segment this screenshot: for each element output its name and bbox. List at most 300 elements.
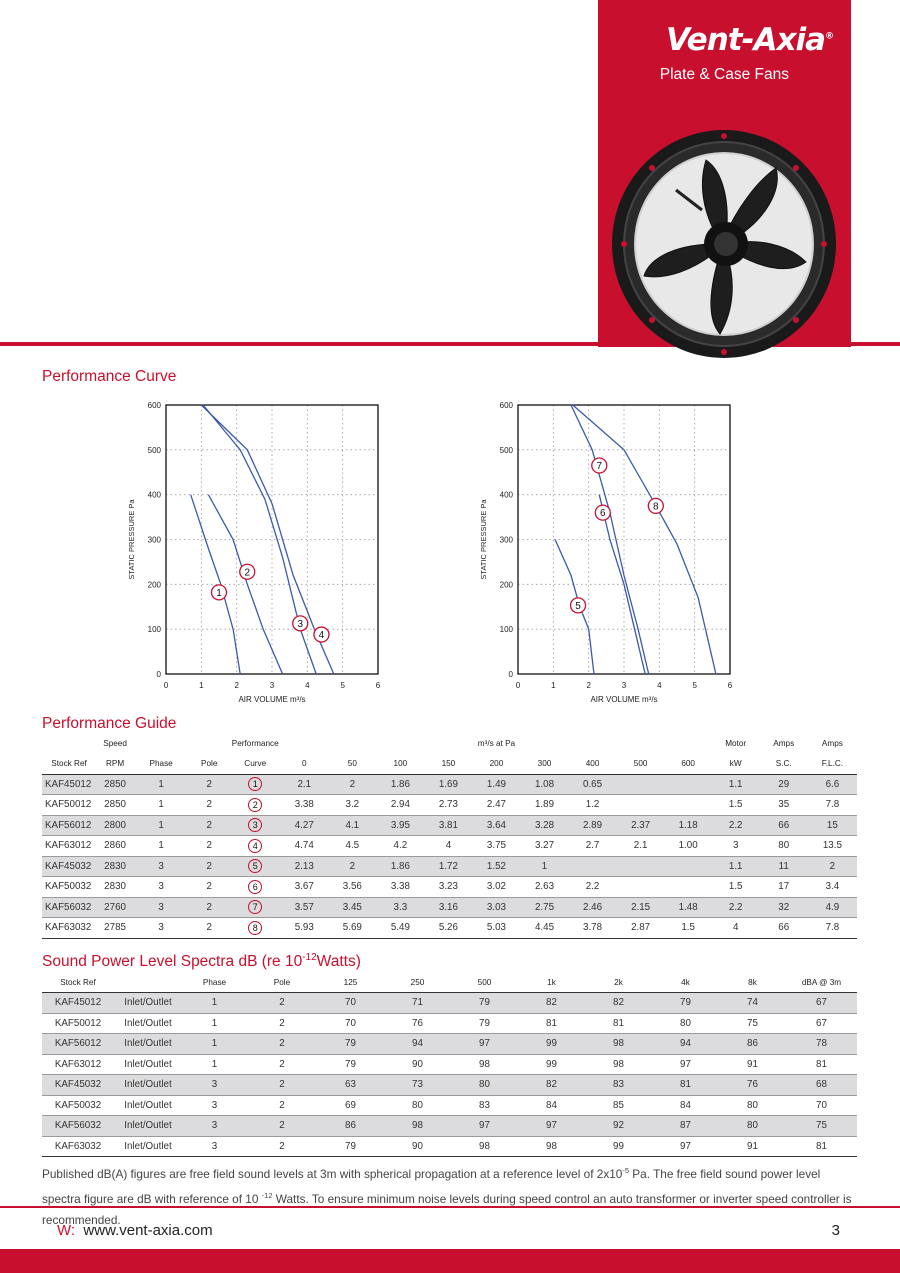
- curve-label-4: [314, 627, 329, 642]
- curve-number-badge: 6: [248, 880, 262, 894]
- curve-label-2: [240, 564, 255, 579]
- table-cell: 2: [247, 1034, 317, 1055]
- table-cell: 91: [719, 1054, 786, 1075]
- y-tick-label: 200: [499, 580, 513, 590]
- table-cell: Inlet/Outlet: [114, 1013, 182, 1034]
- table-cell: 92: [585, 1116, 652, 1137]
- table-cell: 67: [786, 993, 857, 1014]
- table-cell: 80: [760, 836, 808, 857]
- column-header: 300: [520, 754, 568, 775]
- table-cell: 2: [247, 1075, 317, 1096]
- table-row: [42, 795, 857, 816]
- curve-cell: [230, 774, 280, 795]
- table-cell: [617, 795, 665, 816]
- table-cell: 15: [808, 815, 857, 836]
- table-cell: 4: [712, 918, 760, 939]
- curve-cell: [230, 836, 280, 857]
- table-cell: 2850: [96, 774, 134, 795]
- table-cell: 4.5: [328, 836, 376, 857]
- table-cell: 98: [451, 1054, 518, 1075]
- table-cell: 0.65: [569, 774, 617, 795]
- table-cell: 3.81: [424, 815, 472, 836]
- curve-label-5: [571, 598, 586, 613]
- table-cell: 4.45: [520, 918, 568, 939]
- table-row: [42, 877, 857, 898]
- table-cell: 3.75: [472, 836, 520, 857]
- x-tick-label: 0: [163, 681, 169, 690]
- table-cell: 94: [384, 1034, 451, 1055]
- table-cell: 99: [518, 1034, 585, 1055]
- performance-guide-title: Performance Guide: [42, 715, 177, 732]
- performance-guide-table: [42, 733, 857, 939]
- column-header: [114, 972, 182, 993]
- th-speed: Speed: [103, 738, 127, 748]
- table-cell: 2.1: [280, 774, 328, 795]
- table-cell: Inlet/Outlet: [114, 1136, 182, 1157]
- table-cell: 76: [384, 1013, 451, 1034]
- y-tick-label: 300: [147, 535, 161, 545]
- table-row: [42, 836, 857, 857]
- curve-number-badge: 7: [248, 900, 262, 914]
- table-cell: 29: [760, 774, 808, 795]
- curve-label-text: 1: [216, 587, 222, 599]
- table-cell: Inlet/Outlet: [114, 993, 182, 1014]
- table-cell: 2: [328, 856, 376, 877]
- table-cell: 82: [585, 993, 652, 1014]
- y-tick-label: 200: [147, 580, 161, 590]
- table-cell: Inlet/Outlet: [114, 1054, 182, 1075]
- curve-number-badge: 1: [248, 777, 262, 791]
- table-cell: 98: [384, 1116, 451, 1137]
- table-cell: 3: [712, 836, 760, 857]
- table-cell: 70: [786, 1095, 857, 1116]
- x-tick-label: 4: [657, 681, 662, 690]
- table-cell: 90: [384, 1054, 451, 1075]
- th-motor: Motor: [725, 738, 747, 748]
- column-header: 500: [617, 754, 665, 775]
- table-cell: 78: [786, 1034, 857, 1055]
- brand-panel: [598, 0, 851, 347]
- curve-label-8: [648, 498, 663, 513]
- table-cell: 2.47: [472, 795, 520, 816]
- table-cell: 2800: [96, 815, 134, 836]
- y-axis-label: STATIC PRESSURE Pa: [127, 499, 136, 580]
- table-cell: 84: [518, 1095, 585, 1116]
- curve-cell: [230, 897, 280, 918]
- column-header: 4k: [652, 972, 719, 993]
- curve-label-text: 6: [600, 508, 606, 520]
- table-cell: 5.26: [424, 918, 472, 939]
- table-cell: 2: [247, 1116, 317, 1137]
- stock-ref-cell: KAF45012: [42, 774, 96, 795]
- column-header: 200: [472, 754, 520, 775]
- x-tick-label: 1: [199, 681, 204, 690]
- curve-cell: [230, 795, 280, 816]
- table-cell: 2.75: [520, 897, 568, 918]
- x-tick-label: 3: [269, 681, 275, 690]
- table-cell: 1.89: [520, 795, 568, 816]
- table-cell: 17: [760, 877, 808, 898]
- column-header: 150: [424, 754, 472, 775]
- table-cell: 80: [451, 1075, 518, 1096]
- table-cell: 3.03: [472, 897, 520, 918]
- curve-cell: [230, 815, 280, 836]
- column-header: kW: [712, 754, 760, 775]
- table-cell: 3.3: [376, 897, 424, 918]
- table-cell: 98: [518, 1136, 585, 1157]
- table-cell: 3.16: [424, 897, 472, 918]
- table-row: [42, 815, 857, 836]
- column-header: dBA @ 3m: [786, 972, 857, 993]
- table-cell: 94: [652, 1034, 719, 1055]
- table-cell: 1.1: [712, 856, 760, 877]
- table-cell: [617, 774, 665, 795]
- table-cell: 3.02: [472, 877, 520, 898]
- table-cell: 3.38: [376, 877, 424, 898]
- table-cell: 2: [188, 856, 230, 877]
- curve-label-text: 5: [575, 600, 581, 612]
- table-cell: 3.45: [328, 897, 376, 918]
- table-cell: 32: [760, 897, 808, 918]
- column-header: 50: [328, 754, 376, 775]
- table-cell: 1.5: [665, 918, 712, 939]
- y-tick-label: 0: [156, 670, 161, 679]
- table-cell: 97: [451, 1116, 518, 1137]
- vent-axia-logo: Vent-Axia®: [665, 22, 833, 58]
- table-cell: 75: [719, 1013, 786, 1034]
- table-cell: 97: [518, 1116, 585, 1137]
- table-cell: 13.5: [808, 836, 857, 857]
- column-header: 500: [451, 972, 518, 993]
- table-cell: 1: [134, 815, 188, 836]
- table-cell: 2.46: [569, 897, 617, 918]
- table-cell: 3.38: [280, 795, 328, 816]
- curve-label-text: 2: [244, 567, 251, 579]
- table-cell: 1: [182, 1034, 247, 1055]
- sound-footnote: Published dB(A) figures are free field sound levels at 3m with spherical propagation at a reference level of $2x10^{-5}$ Pa. The free field sound power level spectra figure are dB with reference of 10 $^{-12}$ Watts. To ensure minimum noise levels during speed control an auto transformer or inverter speed controller is recommended.: [42, 1166, 852, 1227]
- x-tick-label: 1: [551, 681, 556, 690]
- table-row: [42, 774, 857, 795]
- table-cell: 85: [585, 1095, 652, 1116]
- curve-label-7: [592, 458, 607, 473]
- x-tick-label: 6: [375, 681, 381, 690]
- table-cell: 2850: [96, 795, 134, 816]
- table-cell: 4.74: [280, 836, 328, 857]
- curve-label-text: 7: [596, 461, 603, 473]
- table-cell: 4.27: [280, 815, 328, 836]
- table-cell: 86: [317, 1116, 384, 1137]
- column-header: 2k: [585, 972, 652, 993]
- x-tick-label: 5: [340, 681, 345, 690]
- table-cell: Inlet/Outlet: [114, 1095, 182, 1116]
- table-cell: 3.27: [520, 836, 568, 857]
- table-cell: 35: [760, 795, 808, 816]
- column-header: S.C.: [760, 754, 808, 775]
- curve-number-badge: 5: [248, 859, 262, 873]
- table-cell: [665, 856, 712, 877]
- stock-ref-cell: KAF50032: [42, 877, 96, 898]
- table-cell: 2.15: [617, 897, 665, 918]
- table-cell: 71: [384, 993, 451, 1014]
- table-cell: 1.48: [665, 897, 712, 918]
- table-cell: 3: [182, 1116, 247, 1137]
- table-cell: 2: [188, 897, 230, 918]
- table-cell: 1.5: [712, 877, 760, 898]
- table-cell: 1.00: [665, 836, 712, 857]
- table-cell: Inlet/Outlet: [114, 1034, 182, 1055]
- stock-ref-cell: KAF45032: [42, 856, 96, 877]
- table-cell: 2: [188, 815, 230, 836]
- table-cell: 79: [317, 1054, 384, 1075]
- table-cell: 81: [652, 1075, 719, 1096]
- brand-tagline: Plate & Case Fans: [659, 66, 789, 83]
- table-row: [42, 1054, 857, 1075]
- y-tick-label: 600: [499, 401, 513, 410]
- table-row: [42, 993, 857, 1014]
- table-cell: 1: [520, 856, 568, 877]
- table-cell: 11: [760, 856, 808, 877]
- table-row: [42, 918, 857, 939]
- table-cell: 98: [585, 1034, 652, 1055]
- table-cell: 1.69: [424, 774, 472, 795]
- table-cell: 98: [451, 1136, 518, 1157]
- table-cell: 1: [182, 1013, 247, 1034]
- table-cell: 2: [188, 918, 230, 939]
- table-cell: 1.49: [472, 774, 520, 795]
- table-cell: 2.63: [520, 877, 568, 898]
- table-cell: 83: [585, 1075, 652, 1096]
- y-tick-label: 600: [147, 401, 161, 410]
- table-row: [42, 1013, 857, 1034]
- table-cell: 3: [134, 897, 188, 918]
- table-cell: 4.2: [376, 836, 424, 857]
- table-cell: 79: [652, 993, 719, 1014]
- table-cell: 97: [451, 1034, 518, 1055]
- table-cell: 2: [247, 1095, 317, 1116]
- table-cell: 7.8: [808, 795, 857, 816]
- table-cell: 3.57: [280, 897, 328, 918]
- table-cell: 2.2: [569, 877, 617, 898]
- table-cell: 2.1: [617, 836, 665, 857]
- column-header: Phase: [134, 754, 188, 775]
- th-flow-at-pa: m³/s at Pa: [477, 738, 516, 748]
- x-tick-label: 2: [586, 681, 591, 690]
- column-header: F.L.C.: [808, 754, 857, 775]
- table-cell: 2.2: [712, 897, 760, 918]
- table-cell: 80: [719, 1116, 786, 1137]
- curve-cell: [230, 918, 280, 939]
- table-cell: 1: [182, 993, 247, 1014]
- table-cell: 80: [652, 1013, 719, 1034]
- table-cell: 3.56: [328, 877, 376, 898]
- table-cell: 1.52: [472, 856, 520, 877]
- curve-label-text: 8: [653, 501, 659, 513]
- y-tick-label: 100: [499, 625, 513, 635]
- table-cell: 1.18: [665, 815, 712, 836]
- column-header: 400: [569, 754, 617, 775]
- x-axis-label: AIR VOLUME m³/s: [590, 695, 658, 704]
- table-cell: 2760: [96, 897, 134, 918]
- table-cell: 3.64: [472, 815, 520, 836]
- table-cell: 5.69: [328, 918, 376, 939]
- footer-band: [0, 1249, 900, 1273]
- table-cell: 3: [182, 1095, 247, 1116]
- column-header: Curve: [230, 754, 280, 775]
- column-header: Phase: [182, 972, 247, 993]
- y-tick-label: 500: [147, 445, 161, 455]
- table-cell: 1.72: [424, 856, 472, 877]
- table-cell: 81: [518, 1013, 585, 1034]
- table-cell: 5.93: [280, 918, 328, 939]
- table-cell: 83: [451, 1095, 518, 1116]
- table-cell: 3: [134, 918, 188, 939]
- column-header: 8k: [719, 972, 786, 993]
- table-cell: 2.2: [712, 815, 760, 836]
- table-cell: 3: [182, 1075, 247, 1096]
- table-cell: 68: [786, 1075, 857, 1096]
- table-cell: 2: [808, 856, 857, 877]
- table-cell: 2830: [96, 856, 134, 877]
- y-tick-label: 500: [499, 445, 513, 455]
- table-cell: 81: [786, 1054, 857, 1075]
- page-number: 3: [831, 1222, 840, 1239]
- table-row: [42, 856, 857, 877]
- table-cell: 1.2: [569, 795, 617, 816]
- curve-number-badge: 2: [248, 798, 262, 812]
- table-cell: 2.87: [617, 918, 665, 939]
- column-header: 250: [384, 972, 451, 993]
- table-cell: [569, 856, 617, 877]
- table-cell: 4: [424, 836, 472, 857]
- stock-ref-cell: KAF56032: [42, 897, 96, 918]
- table-cell: 2.37: [617, 815, 665, 836]
- table-cell: 75: [786, 1116, 857, 1137]
- table-cell: 97: [652, 1054, 719, 1075]
- table-cell: 66: [760, 918, 808, 939]
- table-cell: 4.1: [328, 815, 376, 836]
- table-cell: 80: [384, 1095, 451, 1116]
- table-cell: 3.78: [569, 918, 617, 939]
- table-cell: 70: [317, 1013, 384, 1034]
- column-header: Stock Ref: [42, 972, 114, 993]
- table-cell: 81: [585, 1013, 652, 1034]
- table-cell: 79: [317, 1034, 384, 1055]
- column-header: 1k: [518, 972, 585, 993]
- table-row: [42, 1136, 857, 1157]
- table-cell: 74: [719, 993, 786, 1014]
- table-cell: 67: [786, 1013, 857, 1034]
- table-cell: 1: [134, 795, 188, 816]
- table-cell: 7.8: [808, 918, 857, 939]
- table-cell: 1: [134, 774, 188, 795]
- table-cell: 3: [182, 1136, 247, 1157]
- stock-ref-cell: KAF56012: [42, 1034, 114, 1055]
- table-cell: 76: [719, 1075, 786, 1096]
- curve-cell: [230, 877, 280, 898]
- table-cell: 97: [652, 1136, 719, 1157]
- th-blank: [42, 733, 96, 754]
- y-axis-label: STATIC PRESSURE Pa: [479, 499, 488, 580]
- table-cell: 2: [188, 836, 230, 857]
- performance-curve-title: Performance Curve: [42, 368, 177, 385]
- table-cell: Inlet/Outlet: [114, 1075, 182, 1096]
- stock-ref-cell: KAF63012: [42, 836, 96, 857]
- table-cell: 2.7: [569, 836, 617, 857]
- stock-ref-cell: KAF56032: [42, 1116, 114, 1137]
- table-cell: 84: [652, 1095, 719, 1116]
- table-cell: 2.73: [424, 795, 472, 816]
- table-cell: 79: [451, 1013, 518, 1034]
- table-cell: 2.13: [280, 856, 328, 877]
- table-cell: 79: [451, 993, 518, 1014]
- stock-ref-cell: KAF50012: [42, 795, 96, 816]
- table-cell: 90: [384, 1136, 451, 1157]
- column-header: 125: [317, 972, 384, 993]
- footer-rule: [0, 1206, 900, 1208]
- table-cell: 73: [384, 1075, 451, 1096]
- table-cell: 3.67: [280, 877, 328, 898]
- table-cell: 2: [188, 795, 230, 816]
- table-cell: 70: [317, 993, 384, 1014]
- table-cell: 69: [317, 1095, 384, 1116]
- column-header: 600: [665, 754, 712, 775]
- x-tick-label: 5: [692, 681, 697, 690]
- table-cell: 2860: [96, 836, 134, 857]
- table-cell: 82: [518, 1075, 585, 1096]
- table-row: [42, 1095, 857, 1116]
- table-cell: Inlet/Outlet: [114, 1116, 182, 1137]
- table-cell: 1: [182, 1054, 247, 1075]
- curve-cell: [230, 856, 280, 877]
- stock-ref-cell: KAF50032: [42, 1095, 114, 1116]
- stock-ref-cell: KAF45012: [42, 993, 114, 1014]
- table-cell: 91: [719, 1136, 786, 1157]
- stock-ref-cell: KAF50012: [42, 1013, 114, 1034]
- table-cell: 79: [317, 1136, 384, 1157]
- performance-chart-right: [472, 395, 747, 710]
- column-header: 0: [280, 754, 328, 775]
- table-cell: 5.49: [376, 918, 424, 939]
- table-cell: 99: [585, 1136, 652, 1157]
- curve-label-text: 4: [318, 630, 325, 642]
- table-cell: 3: [134, 877, 188, 898]
- table-cell: 3.95: [376, 815, 424, 836]
- stock-ref-cell: KAF45032: [42, 1075, 114, 1096]
- table-cell: [665, 795, 712, 816]
- table-cell: 63: [317, 1075, 384, 1096]
- y-tick-label: 300: [499, 535, 513, 545]
- x-tick-label: 2: [234, 681, 239, 690]
- table-cell: 2: [188, 774, 230, 795]
- column-header: RPM: [96, 754, 134, 775]
- table-cell: 6.6: [808, 774, 857, 795]
- table-cell: 87: [652, 1116, 719, 1137]
- table-cell: 3.28: [520, 815, 568, 836]
- table-cell: 2.89: [569, 815, 617, 836]
- table-cell: 2: [247, 1136, 317, 1157]
- website-link[interactable]: W: www.vent-axia.com: [57, 1222, 213, 1239]
- sound-power-title: Sound Power Level Spectra dB (re $10^{-12}Watts$): [42, 952, 361, 971]
- y-tick-label: 100: [147, 625, 161, 635]
- table-cell: [665, 877, 712, 898]
- y-tick-label: 400: [147, 490, 161, 500]
- table-cell: [665, 774, 712, 795]
- curve-label-3: [293, 616, 308, 631]
- stock-ref-cell: KAF56012: [42, 815, 96, 836]
- table-row: [42, 1075, 857, 1096]
- table-cell: 2: [328, 774, 376, 795]
- x-tick-label: 6: [727, 681, 733, 690]
